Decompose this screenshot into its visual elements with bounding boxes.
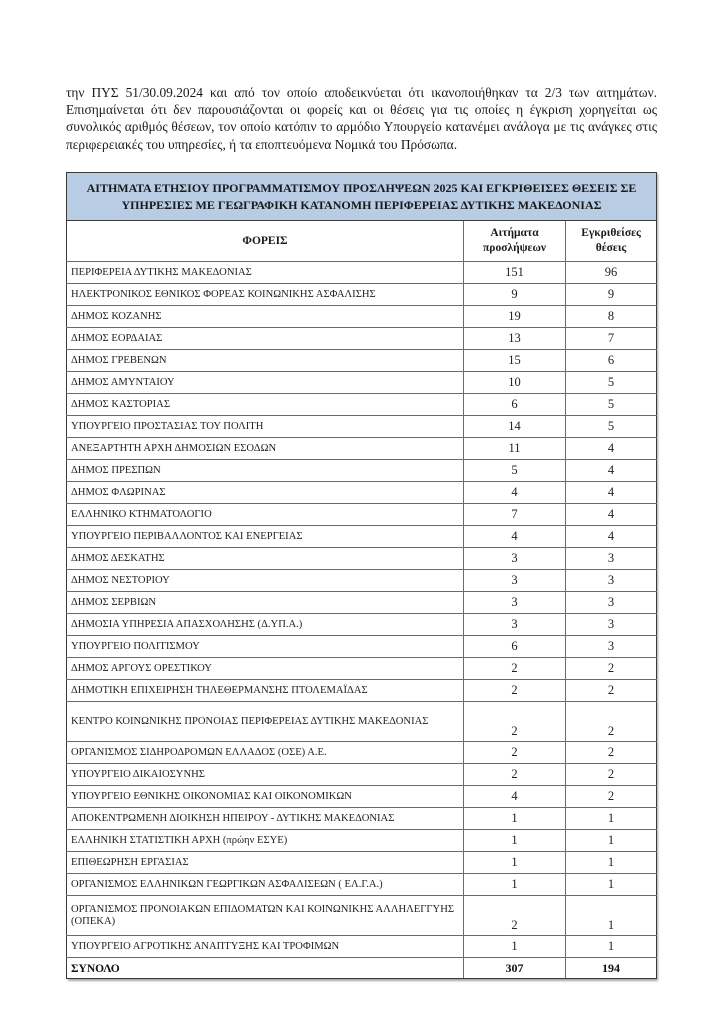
table-row: [67, 482, 657, 504]
table-row: [67, 658, 657, 680]
table-row: [67, 306, 657, 328]
requests-count: 3: [464, 592, 566, 614]
total-label: ΣΥΝΟΛΟ: [67, 958, 464, 979]
approved-count: 9: [566, 284, 657, 306]
agency-name: ΔΗΜΟΣ ΓΡΕΒΕΝΩΝ: [67, 350, 464, 372]
table-row: [67, 262, 657, 284]
approved-count: 1: [566, 936, 657, 958]
approved-count: 5: [566, 416, 657, 438]
agency-name: ΚΕΝΤΡΟ ΚΟΙΝΩΝΙΚΗΣ ΠΡΟΝΟΙΑΣ ΠΕΡΙΦΕΡΕΙΑΣ ΔΥΤΙΚΗΣ ΜΑΚΕΔΟΝΙΑΣ: [67, 702, 464, 742]
agency-name: ΔΗΜΟΣ ΣΕΡΒΙΩΝ: [67, 592, 464, 614]
requests-count: 7: [464, 504, 566, 526]
table-body: [67, 262, 657, 958]
requests-count: 2: [464, 742, 566, 764]
approved-count: 8: [566, 306, 657, 328]
agency-name: ΥΠΟΥΡΓΕΙΟ ΑΓΡΟΤΙΚΗΣ ΑΝΑΠΤΥΞΗΣ ΚΑΙ ΤΡΟΦΙΜΩΝ: [67, 936, 464, 958]
agency-name: ΔΗΜΟΤΙΚΗ ΕΠΙΧΕΙΡΗΣΗ ΤΗΛΕΘΕΡΜΑΝΣΗΣ ΠΤΟΛΕΜΑΪΔΑΣ: [67, 680, 464, 702]
agency-name: ΥΠΟΥΡΓΕΙΟ ΕΘΝΙΚΗΣ ΟΙΚΟΝΟΜΙΑΣ ΚΑΙ ΟΙΚΟΝΟΜΙΚΩΝ: [67, 786, 464, 808]
table-row: [67, 614, 657, 636]
requests-count: 2: [464, 702, 566, 742]
requests-count: 4: [464, 786, 566, 808]
requests-count: 1: [464, 852, 566, 874]
requests-count: 4: [464, 482, 566, 504]
approved-count: 3: [566, 592, 657, 614]
agency-name: ΔΗΜΟΣ ΚΟΖΑΝΗΣ: [67, 306, 464, 328]
approved-count: 3: [566, 636, 657, 658]
agency-name: ΔΗΜΟΣ ΚΑΣΤΟΡΙΑΣ: [67, 394, 464, 416]
agency-name: ΕΠΙΘΕΩΡΗΣΗ ΕΡΓΑΣΙΑΣ: [67, 852, 464, 874]
approved-count: 5: [566, 394, 657, 416]
requests-count: 3: [464, 548, 566, 570]
table-row: [67, 284, 657, 306]
requests-count: 1: [464, 874, 566, 896]
agency-name: ΟΡΓΑΝΙΣΜΟΣ ΠΡΟΝΟΙΑΚΩΝ ΕΠΙΔΟΜΑΤΩΝ ΚΑΙ ΚΟΙΝΩΝΙΚΗΣ ΑΛΛΗΛΕΓΓΥΗΣ (ΟΠΕΚΑ): [67, 896, 464, 936]
agency-name: ΕΛΛΗΝΙΚΟ ΚΤΗΜΑΤΟΛΟΓΙΟ: [67, 504, 464, 526]
agency-name: ΔΗΜΟΣ ΑΡΓΟΥΣ ΟΡΕΣΤΙΚΟΥ: [67, 658, 464, 680]
requests-count: 4: [464, 526, 566, 548]
table-row: [67, 764, 657, 786]
approved-count: 2: [566, 702, 657, 742]
approved-count: 3: [566, 548, 657, 570]
agency-name: ΕΛΛΗΝΙΚΗ ΣΤΑΤΙΣΤΙΚΗ ΑΡΧΗ (πρώην ΕΣΥΕ): [67, 830, 464, 852]
agencies-table: [66, 172, 657, 979]
agency-name: ΔΗΜΟΣ ΠΡΕΣΠΩΝ: [67, 460, 464, 482]
requests-count: 2: [464, 764, 566, 786]
requests-count: 10: [464, 372, 566, 394]
requests-count: 1: [464, 830, 566, 852]
column-header-requests: Αιτήματα προσλήψεων: [464, 221, 566, 262]
table-row: [67, 786, 657, 808]
approved-count: 1: [566, 874, 657, 896]
agency-name: ΔΗΜΟΣ ΦΛΩΡΙΝΑΣ: [67, 482, 464, 504]
approved-count: 2: [566, 786, 657, 808]
agency-name: ΥΠΟΥΡΓΕΙΟ ΔΙΚΑΙΟΣΥΝΗΣ: [67, 764, 464, 786]
table-row: [67, 438, 657, 460]
table-row: [67, 742, 657, 764]
agency-name: ΔΗΜΟΣΙΑ ΥΠΗΡΕΣΙΑ ΑΠΑΣΧΟΛΗΣΗΣ (Δ.ΥΠ.Α.): [67, 614, 464, 636]
table-row: [67, 416, 657, 438]
table-row: [67, 702, 657, 742]
approved-count: 1: [566, 896, 657, 936]
total-row: [67, 958, 657, 979]
table-row: [67, 808, 657, 830]
table-row: [67, 350, 657, 372]
table-title: ΑΙΤΗΜΑΤΑ ΕΤΗΣΙΟΥ ΠΡΟΓΡΑΜΜΑΤΙΣΜΟΥ ΠΡΟΣΛΗΨΕΩΝ 2025 ΚΑΙ ΕΓΚΡΙΘΕΙΣΕΣ ΘΕΣΕΙΣ ΣΕ ΥΠΗΡΕΣΙΕΣ ΜΕ ΓΕΩΓΡΑΦΙΚΗ ΚΑΤΑΝΟΜΗ ΠΕΡΙΦΕΡΕΙΑΣ ΔΥΤΙΚΗΣ ΜΑΚΕΔΟΝΙΑΣ: [67, 173, 657, 221]
approved-count: 2: [566, 742, 657, 764]
table-row: [67, 504, 657, 526]
approved-count: 4: [566, 438, 657, 460]
approved-count: 1: [566, 830, 657, 852]
agency-name: ΔΗΜΟΣ ΕΟΡΔΑΙΑΣ: [67, 328, 464, 350]
table-row: [67, 394, 657, 416]
column-header-approved: Εγκριθείσες θέσεις: [566, 221, 657, 262]
table-row: [67, 570, 657, 592]
table-row: [67, 874, 657, 896]
requests-count: 3: [464, 570, 566, 592]
approved-count: 2: [566, 658, 657, 680]
approved-count: 4: [566, 504, 657, 526]
approved-count: 3: [566, 570, 657, 592]
agency-name: ΔΗΜΟΣ ΔΕΣΚΑΤΗΣ: [67, 548, 464, 570]
table-row: [67, 852, 657, 874]
requests-count: 5: [464, 460, 566, 482]
requests-count: 6: [464, 394, 566, 416]
approved-count: 5: [566, 372, 657, 394]
table-row: [67, 460, 657, 482]
requests-count: 151: [464, 262, 566, 284]
agency-name: ΥΠΟΥΡΓΕΙΟ ΠΡΟΣΤΑΣΙΑΣ ΤΟΥ ΠΟΛΙΤΗ: [67, 416, 464, 438]
requests-count: 13: [464, 328, 566, 350]
table-row: [67, 830, 657, 852]
agency-name: ΗΛΕΚΤΡΟΝΙΚΟΣ ΕΘΝΙΚΟΣ ΦΟΡΕΑΣ ΚΟΙΝΩΝΙΚΗΣ ΑΣΦΑΛΙΣΗΣ: [67, 284, 464, 306]
approved-count: 7: [566, 328, 657, 350]
total-approved: 194: [566, 958, 657, 979]
requests-count: 2: [464, 896, 566, 936]
approved-count: 4: [566, 460, 657, 482]
agency-name: ΟΡΓΑΝΙΣΜΟΣ ΕΛΛΗΝΙΚΩΝ ΓΕΩΡΓΙΚΩΝ ΑΣΦΑΛΙΣΕΩΝ ( ΕΛ.Γ.Α.): [67, 874, 464, 896]
requests-count: 2: [464, 680, 566, 702]
table-row: [67, 896, 657, 936]
agency-name: ΟΡΓΑΝΙΣΜΟΣ ΣΙΔΗΡΟΔΡΟΜΩΝ ΕΛΛΑΔΟΣ (ΟΣΕ) Α.Ε.: [67, 742, 464, 764]
table-row: [67, 592, 657, 614]
table-row: [67, 680, 657, 702]
requests-count: 1: [464, 808, 566, 830]
table-row: [67, 636, 657, 658]
requests-count: 14: [464, 416, 566, 438]
approved-count: 6: [566, 350, 657, 372]
approved-count: 3: [566, 614, 657, 636]
requests-count: 1: [464, 936, 566, 958]
body-paragraph: την ΠΥΣ 51/30.09.2024 και από τον οποίο αποδεικνύεται ότι ικανοποιήθηκαν τα 2/3 των αιτημάτων. Επισημαίνεται ότι δεν παρουσιάζονται οι φορείς και οι θέσεις για τις οποίες η έγκριση χορηγείται ως συνολικός αριθμός θέσεων, τον οποίο κατόπιν το αρμόδιο Υπουργείο κατανέμει ανάλογα με τις ανάγκες στις περιφερειακές του υπηρεσίες, ή τα εποπτευόμενα Νομικά του Πρόσωπα.: [66, 85, 657, 152]
table-row: [67, 548, 657, 570]
agencies-table-container: [66, 172, 656, 979]
agency-name: ΥΠΟΥΡΓΕΙΟ ΠΟΛΙΤΙΣΜΟΥ: [67, 636, 464, 658]
agency-name: ΑΠΟΚΕΝΤΡΩΜΕΝΗ ΔΙΟΙΚΗΣΗ ΗΠΕΙΡΟΥ - ΔΥΤΙΚΗΣ ΜΑΚΕΔΟΝΙΑΣ: [67, 808, 464, 830]
requests-count: 9: [464, 284, 566, 306]
agency-name: ΠΕΡΙΦΕΡΕΙΑ ΔΥΤΙΚΗΣ ΜΑΚΕΔΟΝΙΑΣ: [67, 262, 464, 284]
approved-count: 96: [566, 262, 657, 284]
approved-count: 4: [566, 526, 657, 548]
requests-count: 6: [464, 636, 566, 658]
table-row: [67, 372, 657, 394]
requests-count: 15: [464, 350, 566, 372]
agency-name: ΑΝΕΞΑΡΤΗΤΗ ΑΡΧΗ ΔΗΜΟΣΙΩΝ ΕΣΟΔΩΝ: [67, 438, 464, 460]
requests-count: 3: [464, 614, 566, 636]
requests-count: 11: [464, 438, 566, 460]
requests-count: 19: [464, 306, 566, 328]
approved-count: 1: [566, 852, 657, 874]
agency-name: ΥΠΟΥΡΓΕΙΟ ΠΕΡΙΒΑΛΛΟΝΤΟΣ ΚΑΙ ΕΝΕΡΓΕΙΑΣ: [67, 526, 464, 548]
approved-count: 2: [566, 680, 657, 702]
requests-count: 2: [464, 658, 566, 680]
table-row: [67, 526, 657, 548]
column-header-agencies: ΦΟΡΕΙΣ: [67, 221, 464, 262]
agency-name: ΔΗΜΟΣ ΝΕΣΤΟΡΙΟΥ: [67, 570, 464, 592]
approved-count: 4: [566, 482, 657, 504]
table-row: [67, 936, 657, 958]
approved-count: 2: [566, 764, 657, 786]
total-requests: 307: [464, 958, 566, 979]
table-row: [67, 328, 657, 350]
approved-count: 1: [566, 808, 657, 830]
agency-name: ΔΗΜΟΣ ΑΜΥΝΤΑΙΟΥ: [67, 372, 464, 394]
